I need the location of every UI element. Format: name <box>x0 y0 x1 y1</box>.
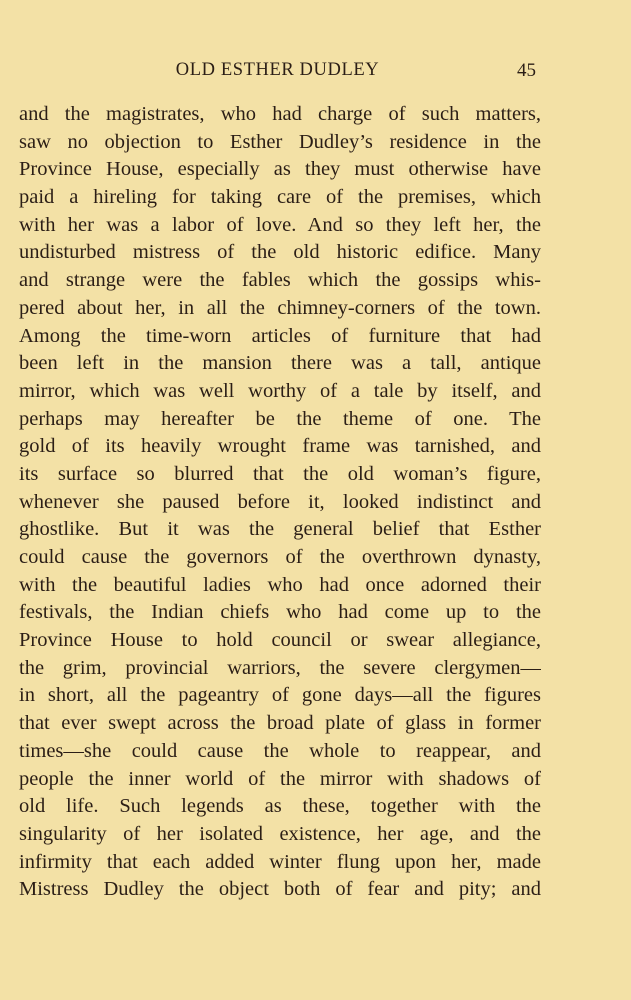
text-line: and strange were the fables which the gossips whis- <box>19 269 541 292</box>
text-line: its surface so blurred that the old woman’s figure, <box>19 462 541 485</box>
text-line: the grim, provincial warriors, the severe clergymen— <box>19 656 541 679</box>
text-line: pered about her, in all the chimney-corners of the town. <box>19 296 541 319</box>
text-line: with her was a labor of love. And so they left her, the <box>19 213 541 236</box>
text-line: festivals, the Indian chiefs who had come up to the <box>19 601 541 624</box>
text-line: infirmity that each added winter flung upon her, made <box>19 850 541 873</box>
text-line: old life. Such legends as these, together with the <box>19 795 541 818</box>
text-line: been left in the mansion there was a tall, antique <box>19 352 541 375</box>
text-line: with the beautiful ladies who had once adorned their <box>19 573 541 596</box>
text-line: whenever she paused before it, looked indistinct and <box>19 490 541 513</box>
text-line: and the magistrates, who had charge of such matters, <box>19 103 541 125</box>
running-title: OLD ESTHER DUDLEY <box>175 60 380 80</box>
text-line: mirror, which was well worthy of a tale by itself, and <box>19 379 541 402</box>
text-line: Province House to hold council or swear allegiance, <box>19 629 541 652</box>
text-line: paid a hireling for taking care of the premises, which <box>19 186 541 209</box>
text-line: Mistress Dudley the object both of fear and pity; and <box>19 878 541 901</box>
text-line: singularity of her isolated existence, her age, and the <box>19 822 541 845</box>
text-line: times—she could cause the whole to reappear, and <box>19 739 541 762</box>
text-line: in short, all the pageantry of gone days—all the figures <box>19 684 541 707</box>
text-line: saw no objection to Esther Dudley’s residence in the <box>19 130 541 153</box>
text-line: perhaps may hereafter be the theme of one. The <box>19 407 541 430</box>
running-head <box>0 58 631 86</box>
text-line: gold of its heavily wrought frame was tarnished, and <box>19 435 541 458</box>
text-line: could cause the governors of the overthrown dynasty, <box>19 546 541 568</box>
text-line: people the inner world of the mirror with shadows of <box>19 767 541 790</box>
text-line: undisturbed mistress of the old historic edifice. Many <box>19 241 541 264</box>
text-line: that ever swept across the broad plate of glass in former <box>19 712 541 735</box>
text-line: Province House, especially as they must otherwise have <box>19 158 541 181</box>
page-number: 45 <box>517 60 536 81</box>
text-line: Among the time-worn articles of furniture that had <box>19 324 541 347</box>
body-text <box>19 101 541 904</box>
text-line: ghostlike. But it was the general belief that Esther <box>19 518 541 541</box>
